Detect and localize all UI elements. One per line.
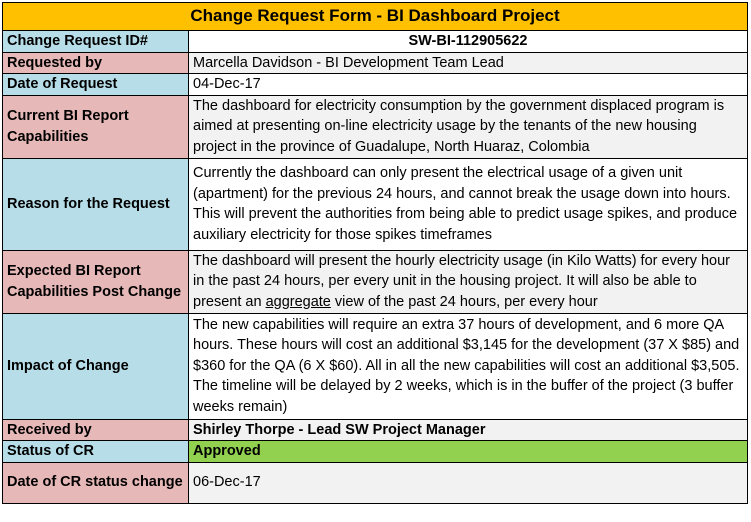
row-requested-by bbox=[3, 52, 748, 74]
form-title: Change Request Form - BI Dashboard Project bbox=[3, 3, 748, 31]
row-date-of-cr-status-change bbox=[3, 462, 748, 503]
value-expected-capabilities bbox=[189, 250, 748, 313]
value-expected-text-before: The dashboard will present the hourly electricity usage (in Kilo Watts) for every hour in the past 24 hours, per every unit in the housing project. It will also be able to present an bbox=[193, 252, 731, 310]
change-request-form bbox=[2, 2, 748, 504]
row-reason-for-request bbox=[3, 158, 748, 250]
value-expected-underlined: aggregate bbox=[265, 293, 331, 310]
value-received-by: Shirley Thorpe - Lead SW Project Manager bbox=[189, 419, 748, 441]
label-expected-capabilities: Expected BI Report Capabilities Post Change bbox=[3, 250, 189, 313]
label-impact-of-change: Impact of Change bbox=[3, 313, 189, 419]
row-date-of-request bbox=[3, 74, 748, 96]
row-impact-of-change bbox=[3, 313, 748, 419]
value-change-request-id: SW-BI-112905622 bbox=[189, 31, 748, 53]
value-impact-of-change: The new capabilities will require an extra 37 hours of development, and 6 more QA hours. These hours will cost an additional $3,145 for the development (37 X $85) and $360 for the QA (6 X $60). All in all the new capabilities will cost an additional $3,505. The timeline will be delayed by 2 weeks, which is in the buffer of the project (3 buffer weeks remain) bbox=[189, 313, 748, 419]
value-expected-text-after: view of the past 24 hours, per every hour bbox=[330, 293, 598, 310]
value-requested-by: Marcella Davidson - BI Development Team Lead bbox=[189, 52, 748, 74]
label-status-of-cr: Status of CR bbox=[3, 441, 189, 463]
value-date-of-cr-status-change: 06-Dec-17 bbox=[189, 462, 748, 503]
label-date-of-request: Date of Request bbox=[3, 74, 189, 96]
row-status-of-cr bbox=[3, 441, 748, 463]
label-date-of-cr-status-change: Date of CR status change bbox=[3, 462, 189, 503]
row-received-by bbox=[3, 419, 748, 441]
value-current-capabilities: The dashboard for electricity consumption by the government displaced program is aimed at presenting on-line electricity usage by the tenants of the new housing project in the province of Guadalupe, North Huaraz, Colombia bbox=[189, 95, 748, 158]
label-current-capabilities: Current BI Report Capabilities bbox=[3, 95, 189, 158]
row-expected-capabilities bbox=[3, 250, 748, 313]
value-reason-for-request: Currently the dashboard can only present the electrical usage of a given unit (apartment) for the previous 24 hours, and cannot break the usage down into hours. This will prevent the authorities from being able to predict usage spikes, and produce auxiliary electricity for those spikes timeframes bbox=[189, 158, 748, 250]
value-date-of-request: 04-Dec-17 bbox=[189, 74, 748, 96]
label-reason-for-request: Reason for the Request bbox=[3, 158, 189, 250]
row-change-request-id bbox=[3, 31, 748, 53]
title-row bbox=[3, 3, 748, 31]
value-status-of-cr: Approved bbox=[189, 441, 748, 463]
label-requested-by: Requested by bbox=[3, 52, 189, 74]
label-received-by: Received by bbox=[3, 419, 189, 441]
label-change-request-id: Change Request ID# bbox=[3, 31, 189, 53]
row-current-capabilities bbox=[3, 95, 748, 158]
